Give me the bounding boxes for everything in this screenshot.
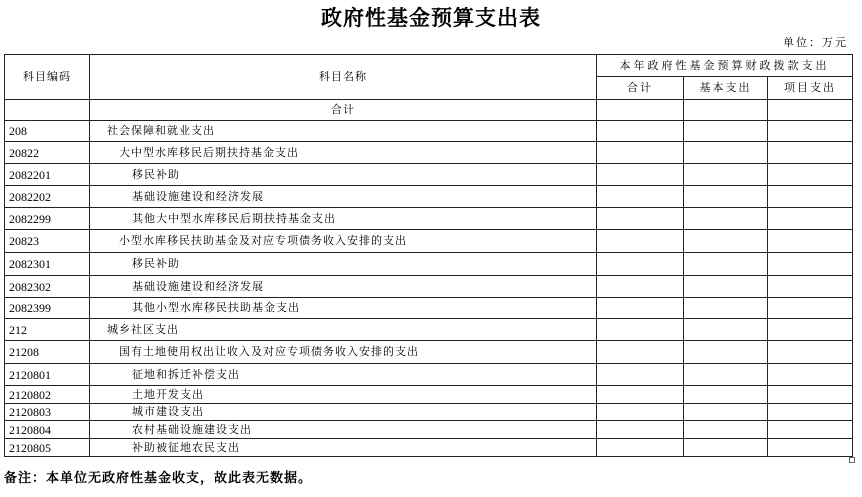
amount-project-cell [768,404,853,421]
code-cell: 2082201 [5,164,90,186]
amount-project-cell [768,276,853,298]
table-row [5,142,853,164]
amount-basic-cell [684,298,768,319]
amount-total-cell [597,253,684,276]
amount-basic-cell [684,186,768,208]
amount-basic-cell [684,121,768,142]
code-cell: 2120801 [5,364,90,386]
name-cell: 城乡社区支出 [90,319,597,341]
amount-total-cell [597,164,684,186]
total-row [5,100,853,121]
table-row [5,439,853,457]
code-cell: 2082299 [5,208,90,230]
amount-project-cell [768,386,853,404]
amount-basic-cell [684,386,768,404]
amount-project-cell [768,164,853,186]
amount-total-cell [597,100,684,121]
amount-basic-cell [684,164,768,186]
amount-project-cell [768,100,853,121]
amount-basic-cell [684,439,768,457]
amount-project-cell [768,421,853,439]
amount-total-cell [597,386,684,404]
amount-basic-cell [684,276,768,298]
table-row [5,253,853,276]
amount-total-cell [597,298,684,319]
header-code: 科目编码 [5,55,90,100]
code-cell: 20822 [5,142,90,164]
amount-project-cell [768,298,853,319]
code-cell: 2082399 [5,298,90,319]
table-row [5,208,853,230]
table-row [5,186,853,208]
name-cell: 移民补助 [90,253,597,276]
code-cell: 2120805 [5,439,90,457]
amount-basic-cell [684,319,768,341]
amount-total-cell [597,186,684,208]
name-cell: 其他小型水库移民扶助基金支出 [90,298,597,319]
name-cell: 社会保障和就业支出 [90,121,597,142]
amount-project-cell [768,253,853,276]
amount-basic-cell [684,421,768,439]
name-cell: 农村基础设施建设支出 [90,421,597,439]
code-cell: 2120802 [5,386,90,404]
table-row [5,121,853,142]
amount-basic-cell [684,253,768,276]
amount-total-cell [597,142,684,164]
amount-project-cell [768,186,853,208]
name-cell: 城市建设支出 [90,404,597,421]
amount-project-cell [768,319,853,341]
amount-total-cell [597,276,684,298]
table-row [5,404,853,421]
code-cell: 20823 [5,230,90,253]
amount-project-cell [768,230,853,253]
header-project: 项目支出 [768,77,853,100]
table-row [5,319,853,341]
name-cell: 大中型水库移民后期扶持基金支出 [90,142,597,164]
amount-total-cell [597,208,684,230]
code-cell: 2082202 [5,186,90,208]
name-cell: 基础设施建设和经济发展 [90,276,597,298]
total-row-label: 合计 [90,100,597,121]
amount-project-cell [768,341,853,364]
name-cell: 其他大中型水库移民后期扶持基金支出 [90,208,597,230]
amount-basic-cell [684,142,768,164]
amount-project-cell [768,439,853,457]
amount-total-cell [597,319,684,341]
name-cell: 国有土地使用权出让收入及对应专项债务收入安排的支出 [90,341,597,364]
code-cell: 21208 [5,341,90,364]
budget-table [4,54,853,457]
amount-basic-cell [684,404,768,421]
amount-total-cell [597,364,684,386]
table-row [5,364,853,386]
amount-project-cell [768,142,853,164]
amount-basic-cell [684,100,768,121]
amount-basic-cell [684,364,768,386]
code-cell: 212 [5,319,90,341]
name-cell: 补助被征地农民支出 [90,439,597,457]
name-cell: 土地开发支出 [90,386,597,404]
amount-project-cell [768,208,853,230]
table-row [5,230,853,253]
amount-basic-cell [684,208,768,230]
table-row [5,341,853,364]
header-appropriation-group: 本年政府性基金预算财政拨款支出 [597,55,853,77]
page-title: 政府性基金预算支出表 [321,6,541,30]
code-cell: 208 [5,121,90,142]
table-row [5,421,853,439]
table-row [5,298,853,319]
header-row-1 [5,55,853,77]
code-cell: 2120803 [5,404,90,421]
amount-basic-cell [684,341,768,364]
amount-project-cell [768,364,853,386]
corner-marker [849,457,855,463]
header-total: 合计 [597,77,684,100]
code-cell: 2082302 [5,276,90,298]
amount-total-cell [597,121,684,142]
header-basic: 基本支出 [684,77,768,100]
amount-total-cell [597,230,684,253]
amount-basic-cell [684,230,768,253]
unit-label: 单位：万元 [783,37,848,49]
code-cell: 2120804 [5,421,90,439]
name-cell: 移民补助 [90,164,597,186]
amount-total-cell [597,404,684,421]
code-cell: 2082301 [5,253,90,276]
header-name: 科目名称 [90,55,597,100]
table-row [5,386,853,404]
footnote: 备注：本单位无政府性基金收支，故此表无数据。 [4,470,313,485]
amount-total-cell [597,341,684,364]
name-cell: 基础设施建设和经济发展 [90,186,597,208]
amount-total-cell [597,421,684,439]
table-row [5,276,853,298]
table-row [5,164,853,186]
total-row-code-cell [5,100,90,121]
amount-project-cell [768,121,853,142]
name-cell: 小型水库移民扶助基金及对应专项债务收入安排的支出 [90,230,597,253]
name-cell: 征地和拆迁补偿支出 [90,364,597,386]
amount-total-cell [597,439,684,457]
